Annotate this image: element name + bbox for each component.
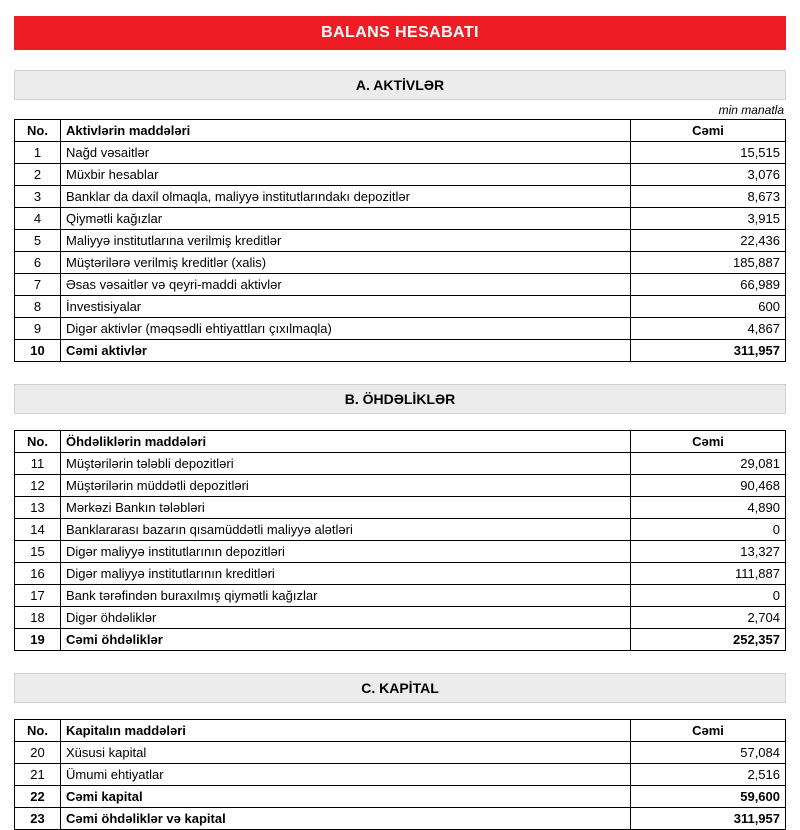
row-total: 311,957 xyxy=(631,808,786,830)
table-row-total xyxy=(15,786,786,808)
column-header-no: No. xyxy=(15,120,61,142)
section-assets xyxy=(14,70,786,362)
section-heading-liabilities: B. ÖHDƏLİKLƏR xyxy=(14,384,786,414)
row-no: 11 xyxy=(15,453,61,475)
row-total: 57,084 xyxy=(631,742,786,764)
row-no: 16 xyxy=(15,563,61,585)
capital-table xyxy=(14,719,786,830)
table-row xyxy=(15,230,786,252)
heading-gap xyxy=(14,414,786,430)
table-row xyxy=(15,585,786,607)
table-row xyxy=(15,497,786,519)
row-item: Cəmi öhdəliklər xyxy=(61,629,631,651)
table-header-row xyxy=(15,720,786,742)
row-no: 1 xyxy=(15,142,61,164)
heading-gap xyxy=(14,703,786,719)
row-item: Müştərilərə verilmiş kreditlər (xalis) xyxy=(61,252,631,274)
row-no: 8 xyxy=(15,296,61,318)
row-no: 14 xyxy=(15,519,61,541)
row-item: Xüsusi kapital xyxy=(61,742,631,764)
row-no: 17 xyxy=(15,585,61,607)
row-no: 9 xyxy=(15,318,61,340)
table-row-total xyxy=(15,340,786,362)
table-row xyxy=(15,186,786,208)
section-heading-assets: A. AKTİVLƏR xyxy=(14,70,786,100)
section-heading-capital: C. KAPİTAL xyxy=(14,673,786,703)
table-row xyxy=(15,296,786,318)
row-no: 7 xyxy=(15,274,61,296)
row-item: Digər maliyyə institutlarının depozitləri xyxy=(61,541,631,563)
row-total: 22,436 xyxy=(631,230,786,252)
row-no: 5 xyxy=(15,230,61,252)
row-total: 252,357 xyxy=(631,629,786,651)
row-total: 3,076 xyxy=(631,164,786,186)
row-total: 13,327 xyxy=(631,541,786,563)
row-total: 111,887 xyxy=(631,563,786,585)
row-no: 19 xyxy=(15,629,61,651)
row-no: 21 xyxy=(15,764,61,786)
table-row xyxy=(15,318,786,340)
row-item: Qiymətli kağızlar xyxy=(61,208,631,230)
row-no: 3 xyxy=(15,186,61,208)
page-title: BALANS HESABATI xyxy=(14,16,786,50)
table-header-row xyxy=(15,120,786,142)
table-row xyxy=(15,475,786,497)
row-no: 12 xyxy=(15,475,61,497)
column-header-total: Cəmi xyxy=(631,720,786,742)
row-total: 311,957 xyxy=(631,340,786,362)
section-gap xyxy=(14,651,786,673)
row-item: Maliyyə institutlarına verilmiş kreditlər xyxy=(61,230,631,252)
row-no: 6 xyxy=(15,252,61,274)
row-item: Banklar da daxil olmaqla, maliyyə institutlarındakı depozitlər xyxy=(61,186,631,208)
row-total: 8,673 xyxy=(631,186,786,208)
row-total: 0 xyxy=(631,519,786,541)
row-no: 13 xyxy=(15,497,61,519)
row-total: 15,515 xyxy=(631,142,786,164)
table-row xyxy=(15,208,786,230)
table-row-total xyxy=(15,808,786,830)
row-total: 0 xyxy=(631,585,786,607)
table-row xyxy=(15,453,786,475)
row-no: 4 xyxy=(15,208,61,230)
row-no: 22 xyxy=(15,786,61,808)
row-total: 66,989 xyxy=(631,274,786,296)
column-header-item: Kapitalın maddələri xyxy=(61,720,631,742)
row-no: 18 xyxy=(15,607,61,629)
row-item: Müştərilərin müddətli depozitləri xyxy=(61,475,631,497)
row-no: 2 xyxy=(15,164,61,186)
row-item: Cəmi aktivlər xyxy=(61,340,631,362)
column-header-no: No. xyxy=(15,431,61,453)
row-item: Cəmi kapital xyxy=(61,786,631,808)
column-header-item: Aktivlərin maddələri xyxy=(61,120,631,142)
table-row xyxy=(15,274,786,296)
row-total: 3,915 xyxy=(631,208,786,230)
row-item: Ümumi ehtiyatlar xyxy=(61,764,631,786)
row-total: 185,887 xyxy=(631,252,786,274)
row-item: Digər aktivlər (məqsədli ehtiyattları çıxılmaqla) xyxy=(61,318,631,340)
table-row xyxy=(15,764,786,786)
row-no: 10 xyxy=(15,340,61,362)
section-gap xyxy=(14,362,786,384)
row-no: 15 xyxy=(15,541,61,563)
row-item: Digər öhdəliklər xyxy=(61,607,631,629)
unit-label: min manatla xyxy=(718,103,784,117)
row-item: Cəmi öhdəliklər və kapital xyxy=(61,808,631,830)
row-total: 29,081 xyxy=(631,453,786,475)
row-total: 59,600 xyxy=(631,786,786,808)
row-item: Nağd vəsaitlər xyxy=(61,142,631,164)
table-row xyxy=(15,142,786,164)
row-item: Əsas vəsaitlər və qeyri-maddi aktivlər xyxy=(61,274,631,296)
row-item: Müştərilərin tələbli depozitləri xyxy=(61,453,631,475)
column-header-no: No. xyxy=(15,720,61,742)
row-total: 90,468 xyxy=(631,475,786,497)
column-header-total: Cəmi xyxy=(631,431,786,453)
table-row xyxy=(15,607,786,629)
row-total: 4,890 xyxy=(631,497,786,519)
liabilities-table xyxy=(14,430,786,651)
table-row-total xyxy=(15,629,786,651)
row-total: 4,867 xyxy=(631,318,786,340)
assets-table xyxy=(14,119,786,362)
section-capital xyxy=(14,673,786,830)
row-no: 23 xyxy=(15,808,61,830)
table-row xyxy=(15,742,786,764)
row-item: İnvestisiyalar xyxy=(61,296,631,318)
table-row xyxy=(15,252,786,274)
table-row xyxy=(15,563,786,585)
row-item: Banklararası bazarın qısamüddətli maliyyə alətləri xyxy=(61,519,631,541)
section-liabilities xyxy=(14,384,786,651)
row-total: 2,516 xyxy=(631,764,786,786)
table-row xyxy=(15,164,786,186)
table-row xyxy=(15,541,786,563)
row-total: 600 xyxy=(631,296,786,318)
column-header-item: Öhdəliklərin maddələri xyxy=(61,431,631,453)
column-header-total: Cəmi xyxy=(631,120,786,142)
row-item: Bank tərəfindən buraxılmış qiymətli kağızlar xyxy=(61,585,631,607)
row-total: 2,704 xyxy=(631,607,786,629)
table-header-row xyxy=(15,431,786,453)
row-item: Mərkəzi Bankın tələbləri xyxy=(61,497,631,519)
row-item: Müxbir hesablar xyxy=(61,164,631,186)
row-item: Digər maliyyə institutlarının kreditləri xyxy=(61,563,631,585)
table-row xyxy=(15,519,786,541)
row-no: 20 xyxy=(15,742,61,764)
